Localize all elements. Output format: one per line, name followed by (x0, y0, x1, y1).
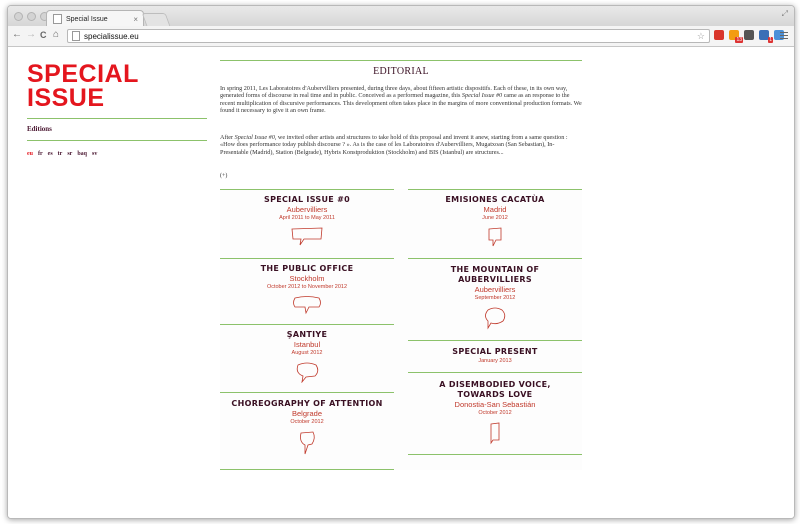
edition-title-line-1: A DISEMBODIED VOICE, (439, 380, 551, 389)
language-link-fr[interactable]: fr (38, 151, 43, 157)
forward-button[interactable]: → (26, 29, 36, 40)
edition-date: August 2012 (291, 350, 323, 356)
site-logo[interactable] (27, 62, 139, 110)
rss-icon[interactable] (729, 30, 742, 43)
edition-title: THE PUBLIC OFFICE (260, 264, 354, 273)
minimize-window-button[interactable] (27, 12, 36, 21)
close-tab-icon[interactable]: × (133, 14, 138, 24)
edition-title: ŞANTIYE (286, 330, 328, 339)
edition-date: September 2012 (474, 295, 516, 301)
divider (220, 258, 394, 259)
edition-date: April 2011 to May 2011 (279, 215, 335, 221)
page-icon (53, 14, 62, 24)
address-bar[interactable] (67, 29, 710, 43)
editorial-title: EDITORIAL (373, 66, 429, 77)
language-link-tr[interactable]: tr (57, 151, 63, 157)
opera-icon[interactable] (714, 30, 724, 40)
back-button[interactable]: ← (12, 29, 22, 40)
evernote-icon[interactable] (744, 30, 754, 40)
edition-date: January 2013 (478, 358, 512, 364)
divider (408, 454, 582, 455)
language-link-sv[interactable]: sv (92, 151, 98, 157)
edition-card-disembodied-voice[interactable] (408, 380, 582, 452)
editorial-emphasis: Special Issue #0 (461, 92, 503, 100)
editorial-paragraph-2 (220, 134, 582, 156)
edition-title: SPECIAL ISSUE #0 (264, 195, 350, 204)
divider (220, 469, 394, 470)
editions-heading: Editions (27, 125, 52, 133)
speech-bubble-tall-icon (296, 430, 318, 456)
editorial-text: came as an response to the recent multiplication of discursive performances. This development often takes place in the margins of more conventional production formats. We found it necessary to give it an own frame. (220, 92, 582, 114)
read-more-link[interactable]: (+) (220, 173, 228, 179)
tab-title: Special Issue (66, 15, 108, 23)
extension-badge: 1 (769, 37, 772, 43)
editions-grid (220, 189, 582, 470)
new-tab-button[interactable] (142, 13, 171, 26)
edition-city: Istanbul (293, 340, 321, 349)
editorial-paragraph-1 (220, 85, 582, 114)
edition-date: October 2012 (290, 419, 324, 425)
editorial-text: After (220, 134, 235, 141)
edition-date: October 2012 to November 2012 (266, 284, 348, 290)
divider (27, 118, 207, 119)
edition-city: Aubervilliers (286, 205, 328, 214)
menu-icon[interactable] (780, 30, 788, 41)
edition-title-line-1: THE MOUNTAIN OF (450, 265, 540, 274)
edition-title-line-2: AUBERVILLIERS (458, 275, 532, 284)
divider (27, 140, 207, 141)
divider (408, 372, 582, 373)
home-button[interactable]: ⌂ (53, 29, 60, 40)
calendar-icon[interactable] (759, 30, 772, 43)
edition-card-public-office[interactable] (220, 264, 394, 322)
speech-bubble-narrow-icon (487, 421, 503, 445)
language-link-sr[interactable]: sr (67, 151, 73, 157)
speech-bubble-wide-icon (290, 226, 324, 248)
edition-date: October 2012 (478, 410, 512, 416)
edition-card-special-present[interactable] (408, 347, 582, 369)
divider (408, 340, 582, 341)
logo-line-2: ISSUE (27, 84, 105, 112)
speech-bubble-round-icon (293, 361, 321, 383)
fullscreen-icon[interactable]: ⤢ (781, 9, 788, 18)
title-bar (8, 6, 794, 26)
edition-title-line-2: TOWARDS LOVE (457, 390, 533, 399)
page-content (8, 47, 794, 518)
language-link-es[interactable]: es (47, 151, 53, 157)
divider (220, 189, 394, 190)
edition-title: SPECIAL PRESENT (452, 347, 538, 356)
editorial-text: In spring 2011, Les Laboratoires d'Aubervilliers presented, during three days, about fifteen artistic dispositifs. Each of these, in its own way, generated forms of discourse in real time and in public. Conceived as a performed magazine, this (220, 85, 568, 100)
editorial-text: , we invited other artists and structures to take hold of this proposal and invent it anew, starting from a same question : «How does performance today publish discourse ? ». As is the case of les Laboratoires d'Aubervilliers, Mugatxoan (San Sebastian), In-Presentable (Madrid), Station (Belgrade), Hybris Konstproduktion (Stockholm) and BIS (Istanbul) are structures... (220, 134, 568, 156)
url-text[interactable]: specialissue.eu (84, 31, 139, 41)
edition-title: EMISIONES CACATÙA (445, 195, 545, 204)
reload-button[interactable]: C (40, 30, 47, 40)
edition-city: Aubervilliers (474, 285, 516, 294)
bookmark-star-icon[interactable]: ☆ (696, 30, 705, 41)
edition-card-emisiones-cacatua[interactable] (408, 195, 582, 255)
language-list (27, 151, 97, 157)
edition-city: Donostia-San Sebastián (454, 400, 536, 409)
logo-line-1: SPECIAL (27, 60, 139, 88)
browser-window (7, 5, 795, 519)
page-icon (72, 31, 80, 41)
edition-title: CHOREOGRAPHY OF ATTENTION (231, 399, 383, 408)
edition-city: Stockholm (289, 274, 325, 283)
speech-bubble-oval-icon (291, 295, 323, 315)
divider (408, 258, 582, 259)
language-link-eu[interactable]: eu (27, 151, 33, 157)
edition-city: Belgrade (291, 409, 323, 418)
browser-tab[interactable] (46, 10, 144, 27)
edition-card-choreography[interactable] (220, 399, 394, 465)
language-link-baq[interactable]: baq (77, 151, 88, 157)
speech-bubble-square-icon (486, 226, 504, 248)
edition-card-mountain[interactable] (408, 265, 582, 339)
browser-toolbar (8, 26, 794, 47)
divider (220, 324, 394, 325)
edition-card-santiye[interactable] (220, 330, 394, 390)
edition-date: June 2012 (482, 215, 508, 221)
divider (220, 60, 582, 61)
divider (220, 392, 394, 393)
window-controls (14, 12, 49, 21)
divider (408, 189, 582, 190)
close-window-button[interactable] (14, 12, 23, 21)
speech-bubble-cloud-icon (482, 306, 508, 330)
edition-city: Madrid (483, 205, 507, 214)
editorial-emphasis: Special Issue #0 (234, 134, 275, 141)
edition-card-special-issue-0[interactable] (220, 195, 394, 255)
extension-badge: 13 (736, 37, 742, 43)
